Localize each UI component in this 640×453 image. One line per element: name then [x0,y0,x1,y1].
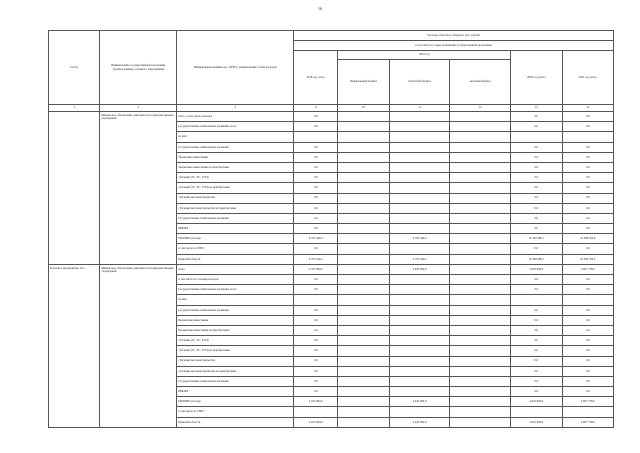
indicator-cell: субсидии местным бюджетам на приобретение [177,366,294,376]
amount-cell [450,376,511,386]
amount-cell [389,224,450,234]
amount-cell: 0,0 [294,275,338,285]
table-body [49,112,614,428]
amount-cell: 0,0 [511,224,562,234]
amount-cell [338,325,389,335]
amount-cell: 0,0 [562,224,614,234]
indicator-cell: Государственные капитальные вложения, всего [177,122,294,132]
amount-cell [338,152,389,162]
amount-cell: 10 368 350,6 [562,234,614,244]
amount-cell [389,132,450,142]
amount-cell [338,132,389,142]
status-cell: Основное мероприятие 12.4 [49,264,100,427]
amount-cell [389,315,450,325]
amount-cell [338,244,389,254]
column-number: 14 [562,105,614,112]
amount-cell: 0,0 [294,112,338,122]
amount-cell [338,336,389,346]
amount-cell: 0,0 [562,315,614,325]
amount-cell [338,213,389,223]
amount-cell [389,376,450,386]
amount-cell [389,285,450,295]
amount-cell: 0,0 [511,325,562,335]
page-number: 16 [318,6,322,11]
amount-cell [338,193,389,203]
amount-cell: 4 667 758,0 [562,264,614,274]
amount-cell: 0,0 [562,285,614,295]
amount-cell [338,112,389,122]
amount-cell [389,407,450,417]
amount-cell [389,275,450,285]
amount-cell: 0,0 [294,244,338,254]
amount-cell: 0,0 [294,336,338,346]
amount-cell: 0,0 [511,356,562,366]
amount-cell [338,264,389,274]
amount-cell [511,407,562,417]
amount-cell: 0,0 [294,356,338,366]
amount-cell: 4 610 984,0 [511,417,562,427]
amount-cell: 0,0 [511,122,562,132]
amount-cell [338,295,389,305]
amount-cell: 0,0 [294,325,338,335]
column-number: 12 [450,105,511,112]
amount-cell [389,203,450,213]
amount-cell: 4 667 758,0 [562,397,614,407]
header-expenses: Расходы областного бюджета, тыс. рублей [294,31,614,41]
amount-cell [338,203,389,213]
column-number: 10 [338,105,389,112]
amount-cell [450,305,511,315]
indicator-cell: бюджетные инвестиции на приобретение [177,162,294,172]
indicator-cell: субсидии местным бюджетам [177,356,294,366]
amount-cell [450,162,511,172]
amount-cell [450,275,511,285]
amount-cell [450,193,511,203]
amount-cell: 0,0 [562,376,614,386]
amount-cell: 0,0 [511,112,562,122]
amount-cell [338,315,389,325]
amount-cell: 4 425 994,9 [389,417,450,427]
amount-cell [389,112,450,122]
amount-cell: 0,0 [294,285,338,295]
amount-cell: 0,0 [294,387,338,397]
amount-cell [294,132,338,142]
header-indicator: Наименование индикатора...(ГРБС), наименование статей расходов [177,31,294,105]
amount-cell: 0,0 [294,173,338,183]
amount-cell: 0,0 [294,142,338,152]
amount-cell [450,213,511,223]
amount-cell: 0,0 [562,356,614,366]
amount-cell [294,295,338,305]
amount-cell: 0,0 [562,336,614,346]
indicator-cell: Бюджетные инвестиции [177,315,294,325]
indicator-cell: Брянской области [177,417,294,427]
amount-cell: 0,0 [511,275,562,285]
amount-cell: 4 425 994,9 [389,264,450,274]
amount-cell: 0,0 [511,142,562,152]
amount-cell [450,203,511,213]
amount-cell: 0,0 [562,325,614,335]
amount-cell: 0,0 [294,315,338,325]
amount-cell: 0,0 [562,112,614,122]
amount-cell: 4 667 758,0 [562,417,614,427]
indicator-cell: субсидии (ГС, ЕС, ГУП) на приобретение [177,183,294,193]
amount-cell: 0,0 [511,366,562,376]
amount-cell [389,162,450,172]
amount-cell [450,183,511,193]
amount-cell: 9 765 440,4 [389,254,450,264]
amount-cell: 0,0 [511,193,562,203]
amount-cell: 0,0 [562,173,614,183]
amount-cell: 0,0 [511,336,562,346]
indicator-cell: субсидии местным бюджетам на приобретение [177,203,294,213]
amount-cell: 0,0 [562,346,614,356]
amount-cell [389,305,450,315]
indicator-cell: Брянской области [177,254,294,264]
indicator-cell: Бюджетные инвестиции на приобретение [177,325,294,335]
indicator-cell: в том числе по статьям расходов: [177,275,294,285]
amount-cell: 0,0 [511,162,562,172]
table-row [49,264,614,274]
amount-cell [562,295,614,305]
indicator-cell: бюджетные инвестиции [177,152,294,162]
amount-cell [338,305,389,315]
indicator-cell: субсидии (ГС, ЕС, ГУП) [177,173,294,183]
amount-cell: 0,0 [511,387,562,397]
amount-cell: 0,0 [511,376,562,386]
amount-cell [450,264,511,274]
amount-cell: 0,0 [562,183,614,193]
amount-cell [338,254,389,264]
indicator-cell: субсидии (ГС, ЕС, ГУП) на приобретение [177,346,294,356]
amount-cell [450,366,511,376]
amount-cell: 4 425 994,9 [389,397,450,407]
amount-cell: 0,0 [511,213,562,223]
amount-cell [450,325,511,335]
amount-cell: 4 425 994,9 [294,264,338,274]
amount-cell: 0,0 [511,203,562,213]
amount-cell: 0,0 [511,244,562,254]
indicator-cell: всего [177,264,294,274]
amount-cell [450,285,511,295]
amount-cell [450,244,511,254]
amount-cell: 0,0 [294,162,338,172]
amount-cell [450,295,511,305]
amount-cell [450,397,511,407]
budget-table [48,30,614,428]
amount-cell [338,275,389,285]
column-number: 3 [177,105,294,112]
indicator-cell: в том числе по ГРБС: [177,407,294,417]
amount-cell [338,397,389,407]
status-cell [49,112,100,265]
amount-cell: 0,0 [562,203,614,213]
amount-cell [450,407,511,417]
amount-cell [338,234,389,244]
amount-cell: 10 100 689,1 [511,254,562,264]
amount-cell: 0,0 [562,366,614,376]
column-number: 2 [100,105,177,112]
amount-cell: 0,0 [294,193,338,203]
amount-cell: 0,0 [294,376,338,386]
amount-cell [450,122,511,132]
column-number: 11 [389,105,450,112]
amount-cell [389,152,450,162]
amount-cell: 0,0 [562,162,614,172]
amount-cell [294,407,338,417]
indicator-cell: НИОКР [177,387,294,397]
indicator-cell: Государственные капитальные вложения, всего [177,285,294,295]
amount-cell: 4 610 984,0 [511,264,562,274]
header-including-implementation: в том числе по годам реализации государственной программы [294,41,614,51]
amount-cell [338,376,389,386]
indicator-cell: в том числе по ГРБС: [177,244,294,254]
column-number-row [49,105,614,112]
amount-cell [338,183,389,193]
indicator-cell: субсидии (ГС, ЕС, ГУП) [177,336,294,346]
amount-cell: 0,0 [511,183,562,193]
indicator-cell: Государственные капитальные вложения [177,376,294,386]
header-year-2018: 2018 год, всего [294,51,338,105]
indicator-cell: из них: [177,132,294,142]
amount-cell: 0,0 [562,142,614,152]
amount-cell [450,224,511,234]
header-year-2020: 2020 год, всего [511,51,562,105]
amount-cell [389,325,450,335]
program-name-cell: Финансовое обеспечение деятельности подведомственных учреждений [100,264,177,427]
amount-cell: 10 368 350,6 [562,254,614,264]
amount-cell [511,295,562,305]
amount-cell [450,356,511,366]
amount-cell [389,244,450,254]
amount-cell: 0,0 [562,305,614,315]
header-federal: Федеральный бюджет [338,60,389,105]
amount-cell: 0,0 [511,152,562,162]
amount-cell [389,173,450,183]
amount-cell [338,366,389,376]
amount-cell: 0,0 [294,224,338,234]
amount-cell [450,254,511,264]
amount-cell: 9 765 440,4 [294,234,338,244]
amount-cell: 0,0 [562,387,614,397]
table-row [49,112,614,122]
amount-cell [511,132,562,142]
amount-cell [338,417,389,427]
amount-cell: 9 765 440,4 [294,254,338,264]
amount-cell [338,162,389,172]
amount-cell: 0,0 [294,213,338,223]
amount-cell [338,122,389,132]
amount-cell: 0,0 [294,183,338,193]
indicator-cell: ПРОЧИЕ расходы [177,397,294,407]
amount-cell [389,366,450,376]
amount-cell: 0,0 [294,203,338,213]
amount-cell: 0,0 [511,346,562,356]
header-status: Статус [49,31,100,105]
amount-cell [450,336,511,346]
amount-cell: 10 100 689,1 [511,234,562,244]
amount-cell: 4 425 994,9 [294,397,338,407]
amount-cell [338,142,389,152]
column-number: 1 [49,105,100,112]
header-local: местный бюджет [450,60,511,105]
indicator-cell: Государственные капитальные вложения [177,213,294,223]
indicator-cell: ПРОЧИЕ расходы [177,234,294,244]
amount-cell: 0,0 [562,244,614,254]
amount-cell [450,387,511,397]
amount-cell [450,112,511,122]
header-year-2021: 2021 год, всего [562,51,614,105]
amount-cell [389,142,450,152]
amount-cell [389,336,450,346]
header-regional: областной бюджет [389,60,450,105]
header-program-name: Наименование государственной программы (подпрограммы), основного мероприятия [100,31,177,105]
amount-cell [389,122,450,132]
amount-cell: 9 765 440,4 [389,234,450,244]
amount-cell [389,346,450,356]
amount-cell [450,132,511,142]
amount-cell [450,234,511,244]
amount-cell: 0,0 [562,152,614,162]
amount-cell [338,387,389,397]
indicator-cell: Государственные капитальные вложения [177,305,294,315]
header-year-2019: 2019 год [338,51,511,60]
amount-cell: 0,0 [511,315,562,325]
indicator-cell: из них: [177,295,294,305]
amount-cell: 0,0 [294,122,338,132]
amount-cell [389,356,450,366]
amount-cell: 0,0 [511,305,562,315]
amount-cell [389,295,450,305]
column-number: 13 [511,105,562,112]
amount-cell: 0,0 [511,285,562,295]
amount-cell [389,183,450,193]
amount-cell [450,152,511,162]
column-number: 9 [294,105,338,112]
amount-cell [450,173,511,183]
indicator-cell: субсидии местным бюджетам [177,193,294,203]
amount-cell [338,285,389,295]
amount-cell [562,407,614,417]
amount-cell [562,132,614,142]
amount-cell: 0,0 [511,173,562,183]
amount-cell: 0,0 [562,275,614,285]
amount-cell: 0,0 [294,366,338,376]
amount-cell [338,173,389,183]
amount-cell [450,417,511,427]
indicator-cell: всего, в том числе расходы: [177,112,294,122]
amount-cell [389,213,450,223]
amount-cell: 0,0 [294,346,338,356]
amount-cell: 0,0 [562,193,614,203]
amount-cell: 0,0 [562,213,614,223]
amount-cell [338,407,389,417]
amount-cell: 4 425 994,9 [294,417,338,427]
indicator-cell: Государственные капитальные вложения [177,142,294,152]
amount-cell [450,142,511,152]
amount-cell: 0,0 [294,152,338,162]
indicator-cell: НИОКР [177,224,294,234]
program-name-cell: Финансовое обеспечение деятельности подведомственных учреждений [100,112,177,265]
amount-cell [450,315,511,325]
amount-cell [338,224,389,234]
amount-cell [389,193,450,203]
amount-cell: 4 610 984,0 [511,397,562,407]
amount-cell [338,356,389,366]
amount-cell [389,387,450,397]
amount-cell: 0,0 [294,305,338,315]
amount-cell [450,346,511,356]
amount-cell: 0,0 [562,122,614,132]
amount-cell [338,346,389,356]
